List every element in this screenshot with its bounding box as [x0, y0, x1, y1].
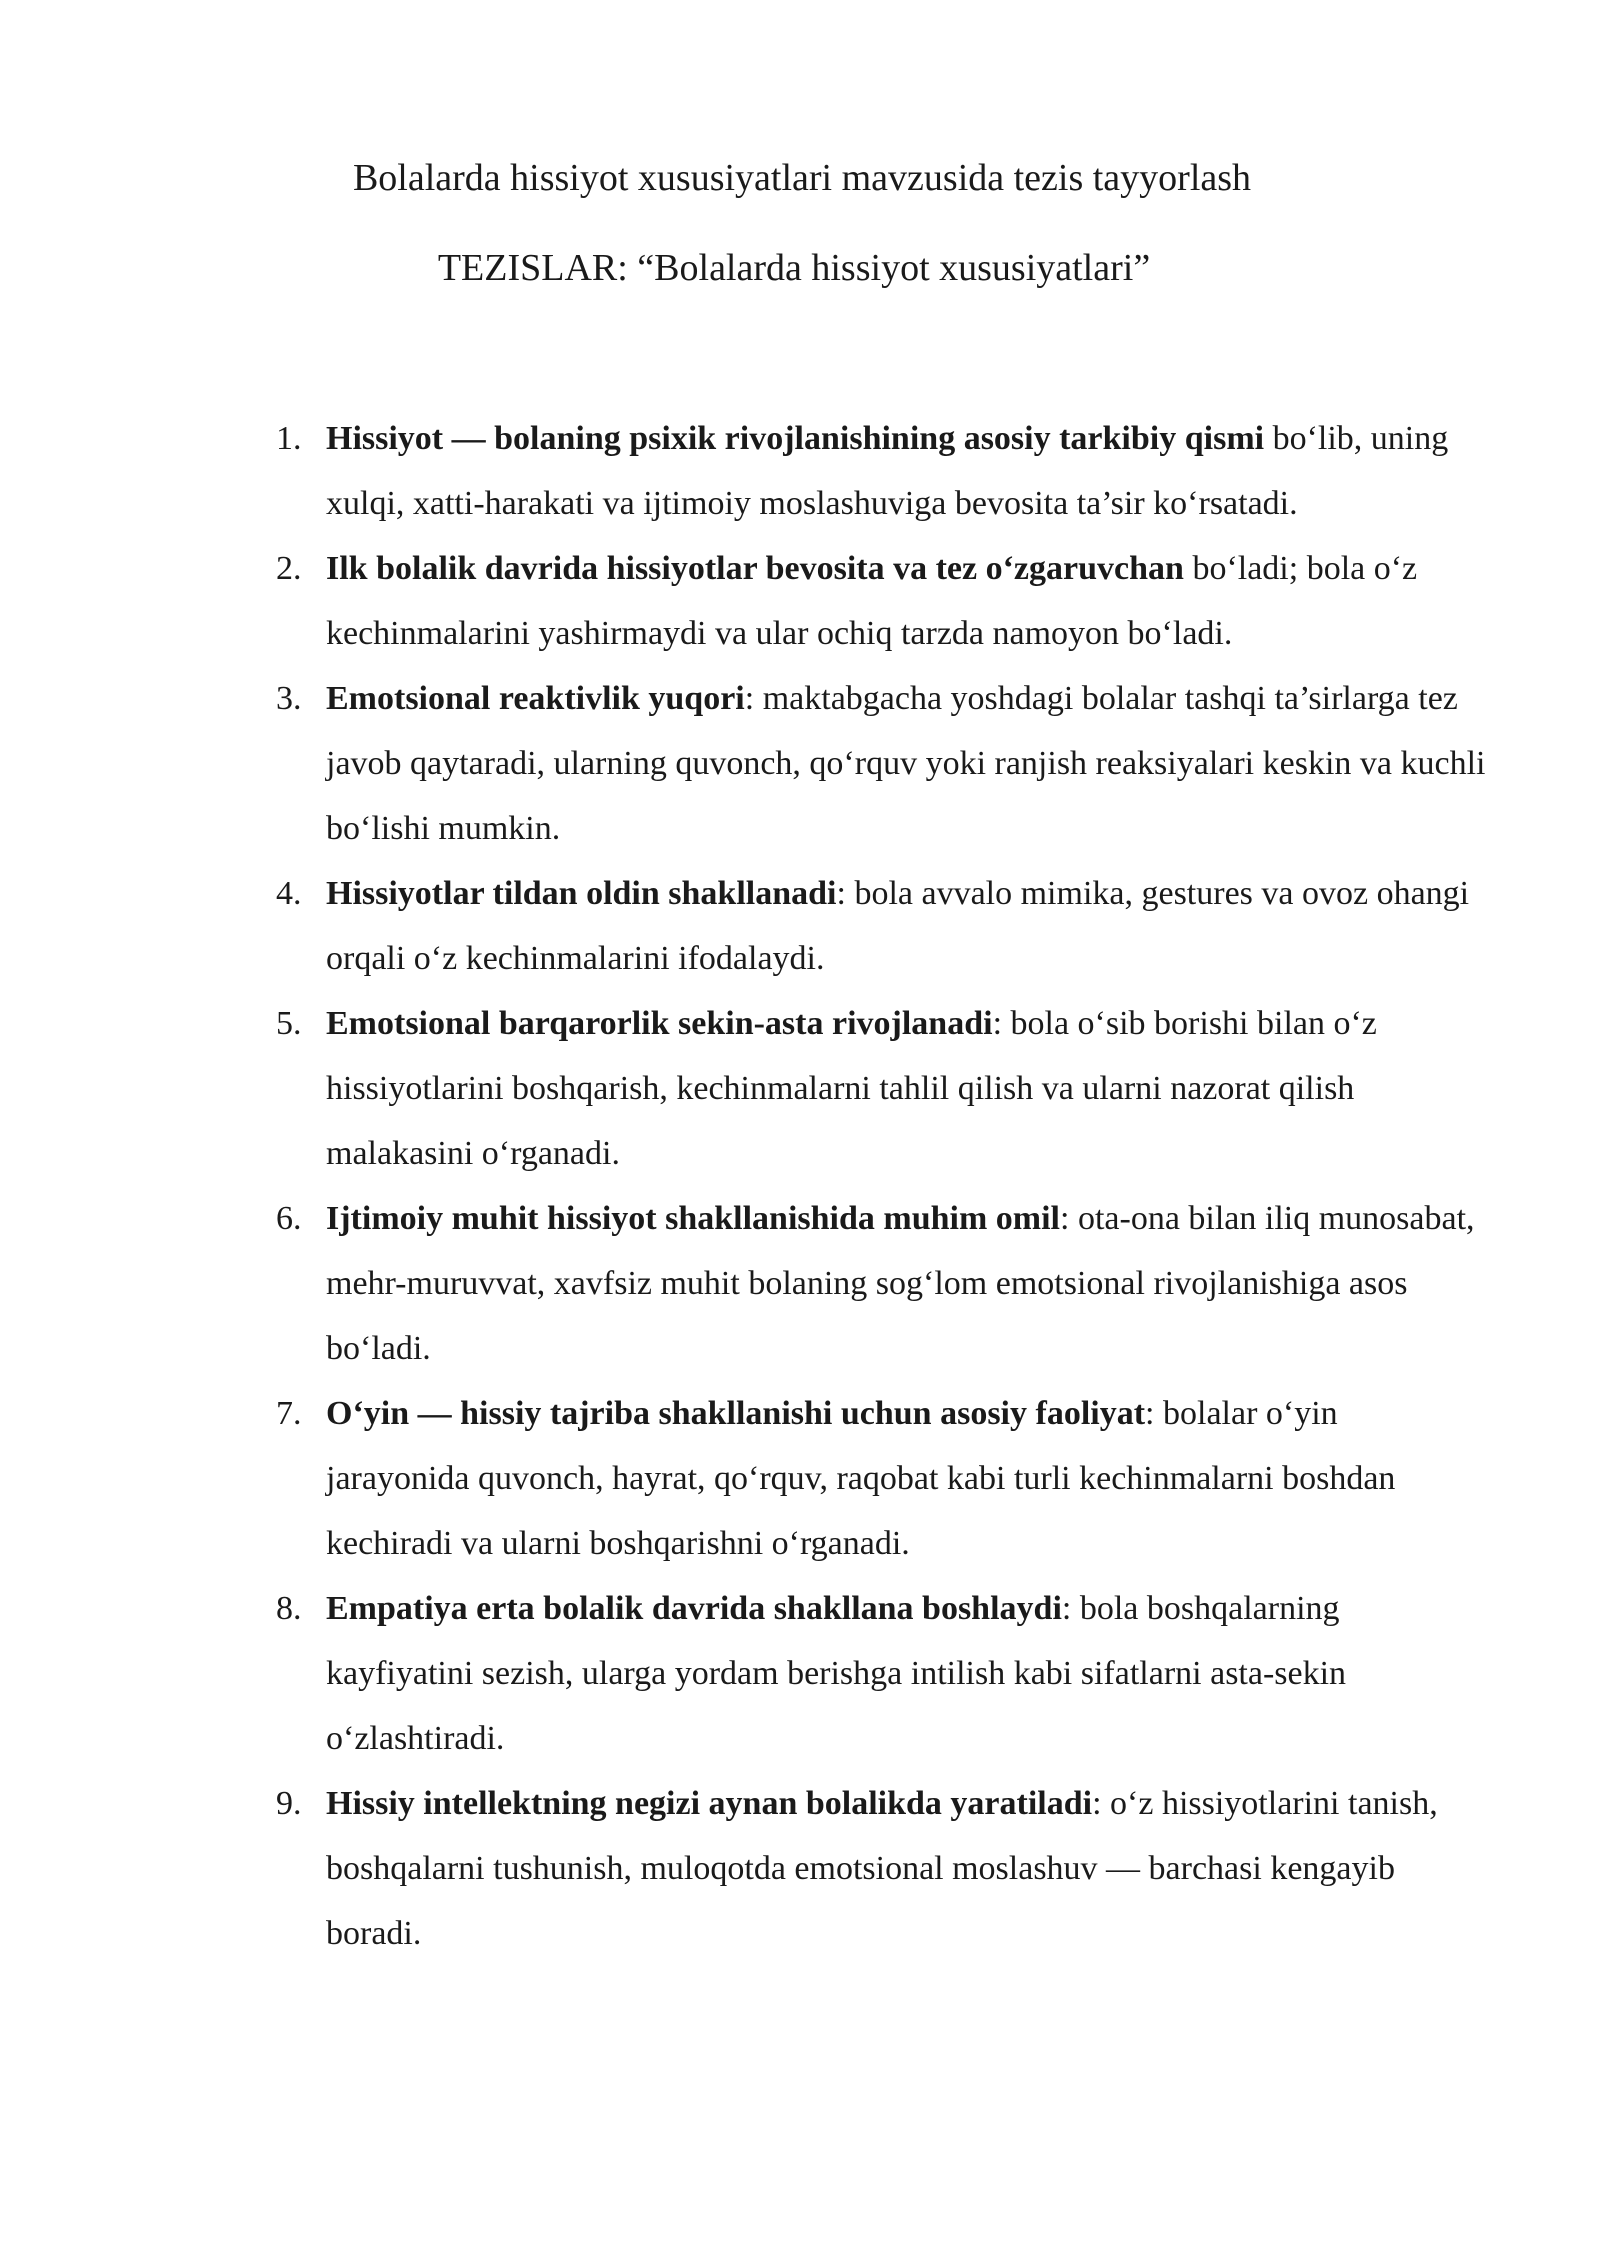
list-item-number: 8.: [276, 1590, 302, 1627]
list-item-bold-text: Hissiy intellektning negizi aynan bolalikda yaratiladi: [326, 1785, 1093, 1822]
list-item-number: 3.: [276, 680, 302, 717]
list-item-rest-text: : bolalar o‘yin jarayonida quvonch, hayrat, qo‘rquv, raqobat kabi turli kechinmalarni boshdan kechiradi va ularni boshqarishni o‘rganadi.: [326, 1395, 1396, 1562]
list-item-rest-text: bo‘ladi; bola o‘z kechinmalarini yashirmaydi va ular ochiq tarzda namoyon bo‘ladi.: [326, 550, 1418, 652]
list-item: [0, 536, 1600, 666]
list-item-bold-text: Emotsional reaktivlik yuqori: [326, 680, 745, 717]
list-item: [0, 406, 1600, 536]
list-item-bold-text: Empatiya erta bolalik davrida shakllana boshlaydi: [326, 1590, 1062, 1627]
list-item-text: [326, 1186, 1486, 1381]
list-item-number: 6.: [276, 1200, 302, 1237]
list-item-number: 9.: [276, 1785, 302, 1822]
list-item-text: [326, 406, 1486, 536]
list-item-bold-text: Emotsional barqarorlik sekin-asta rivojlanadi: [326, 1005, 993, 1042]
list-item-bold-text: Ilk bolalik davrida hissiyotlar bevosita va tez o‘zgaruvchan: [326, 550, 1184, 587]
list-item: [0, 1381, 1600, 1576]
list-item-text: [326, 861, 1486, 991]
list-item-text: [326, 1771, 1486, 1966]
list-item-text: [326, 536, 1486, 666]
list-item-number: 7.: [276, 1395, 302, 1432]
list-item-rest-text: : o‘z hissiyotlarini tanish, boshqalarni tushunish, muloqotda emotsional moslashuv — barchasi kengayib boradi.: [326, 1785, 1438, 1952]
list-item-bold-text: Hissiyot — bolaning psixik rivojlanishining asosiy tarkibiy qismi: [326, 420, 1265, 457]
list-item-bold-text: O‘yin — hissiy tajriba shakllanishi uchun asosiy faoliyat: [326, 1395, 1146, 1432]
list-item: [0, 1186, 1600, 1381]
list-item: [0, 991, 1600, 1186]
list-item-rest-text: : bola boshqalarning kayfiyatini sezish, ularga yordam berishga intilish kabi sifatlarni asta-sekin o‘zlashtiradi.: [326, 1590, 1347, 1757]
list-item-rest-text: bo‘lib, uning xulqi, xatti-harakati va ijtimoiy moslashuviga bevosita ta’sir ko‘rsatadi.: [326, 420, 1449, 522]
list-item: [0, 861, 1600, 991]
list-item-text: [326, 1576, 1486, 1771]
list-item-rest-text: : maktabgacha yoshdagi bolalar tashqi ta’sirlarga tez javob qaytaradi, ularning quvonch, qo‘rquv yoki ranjish reaksiyalari keskin va kuchli bo‘lishi mumkin.: [326, 680, 1486, 847]
list-item-text: [326, 1381, 1486, 1576]
list-item-rest-text: : ota-ona bilan iliq munosabat, mehr-muruvvat, xavfsiz muhit bolaning sog‘lom emotsional rivojlanishiga asos bo‘ladi.: [326, 1200, 1475, 1367]
list-item: [0, 666, 1600, 861]
thesis-list: [0, 406, 1600, 1966]
document-subtitle: TEZISLAR: “Bolalarda hissiyot xususiyatlari”: [437, 247, 1151, 289]
list-item-rest-text: : bola avvalo mimika, gestures va ovoz ohangi orqali o‘z kechinmalarini ifodalaydi.: [326, 875, 1470, 977]
list-item: [0, 1771, 1600, 1966]
list-item: [0, 1576, 1600, 1771]
list-item-number: 5.: [276, 1005, 302, 1042]
document-title: Bolalarda hissiyot xususiyatlari mavzusida tezis tayyorlash: [352, 157, 1252, 199]
list-item-number: 1.: [276, 420, 302, 457]
list-item-bold-text: Hissiyotlar tildan oldin shakllanadi: [326, 875, 837, 912]
list-item-number: 2.: [276, 550, 302, 587]
list-item-text: [326, 666, 1486, 861]
list-item-rest-text: : bola o‘sib borishi bilan o‘z hissiyotlarini boshqarish, kechinmalarni tahlil qilish va ularni nazorat qilish malakasini o‘rganadi.: [326, 1005, 1377, 1172]
list-item-bold-text: Ijtimoiy muhit hissiyot shakllanishida muhim omil: [326, 1200, 1061, 1237]
list-item-number: 4.: [276, 875, 302, 912]
list-item-text: [326, 991, 1486, 1186]
